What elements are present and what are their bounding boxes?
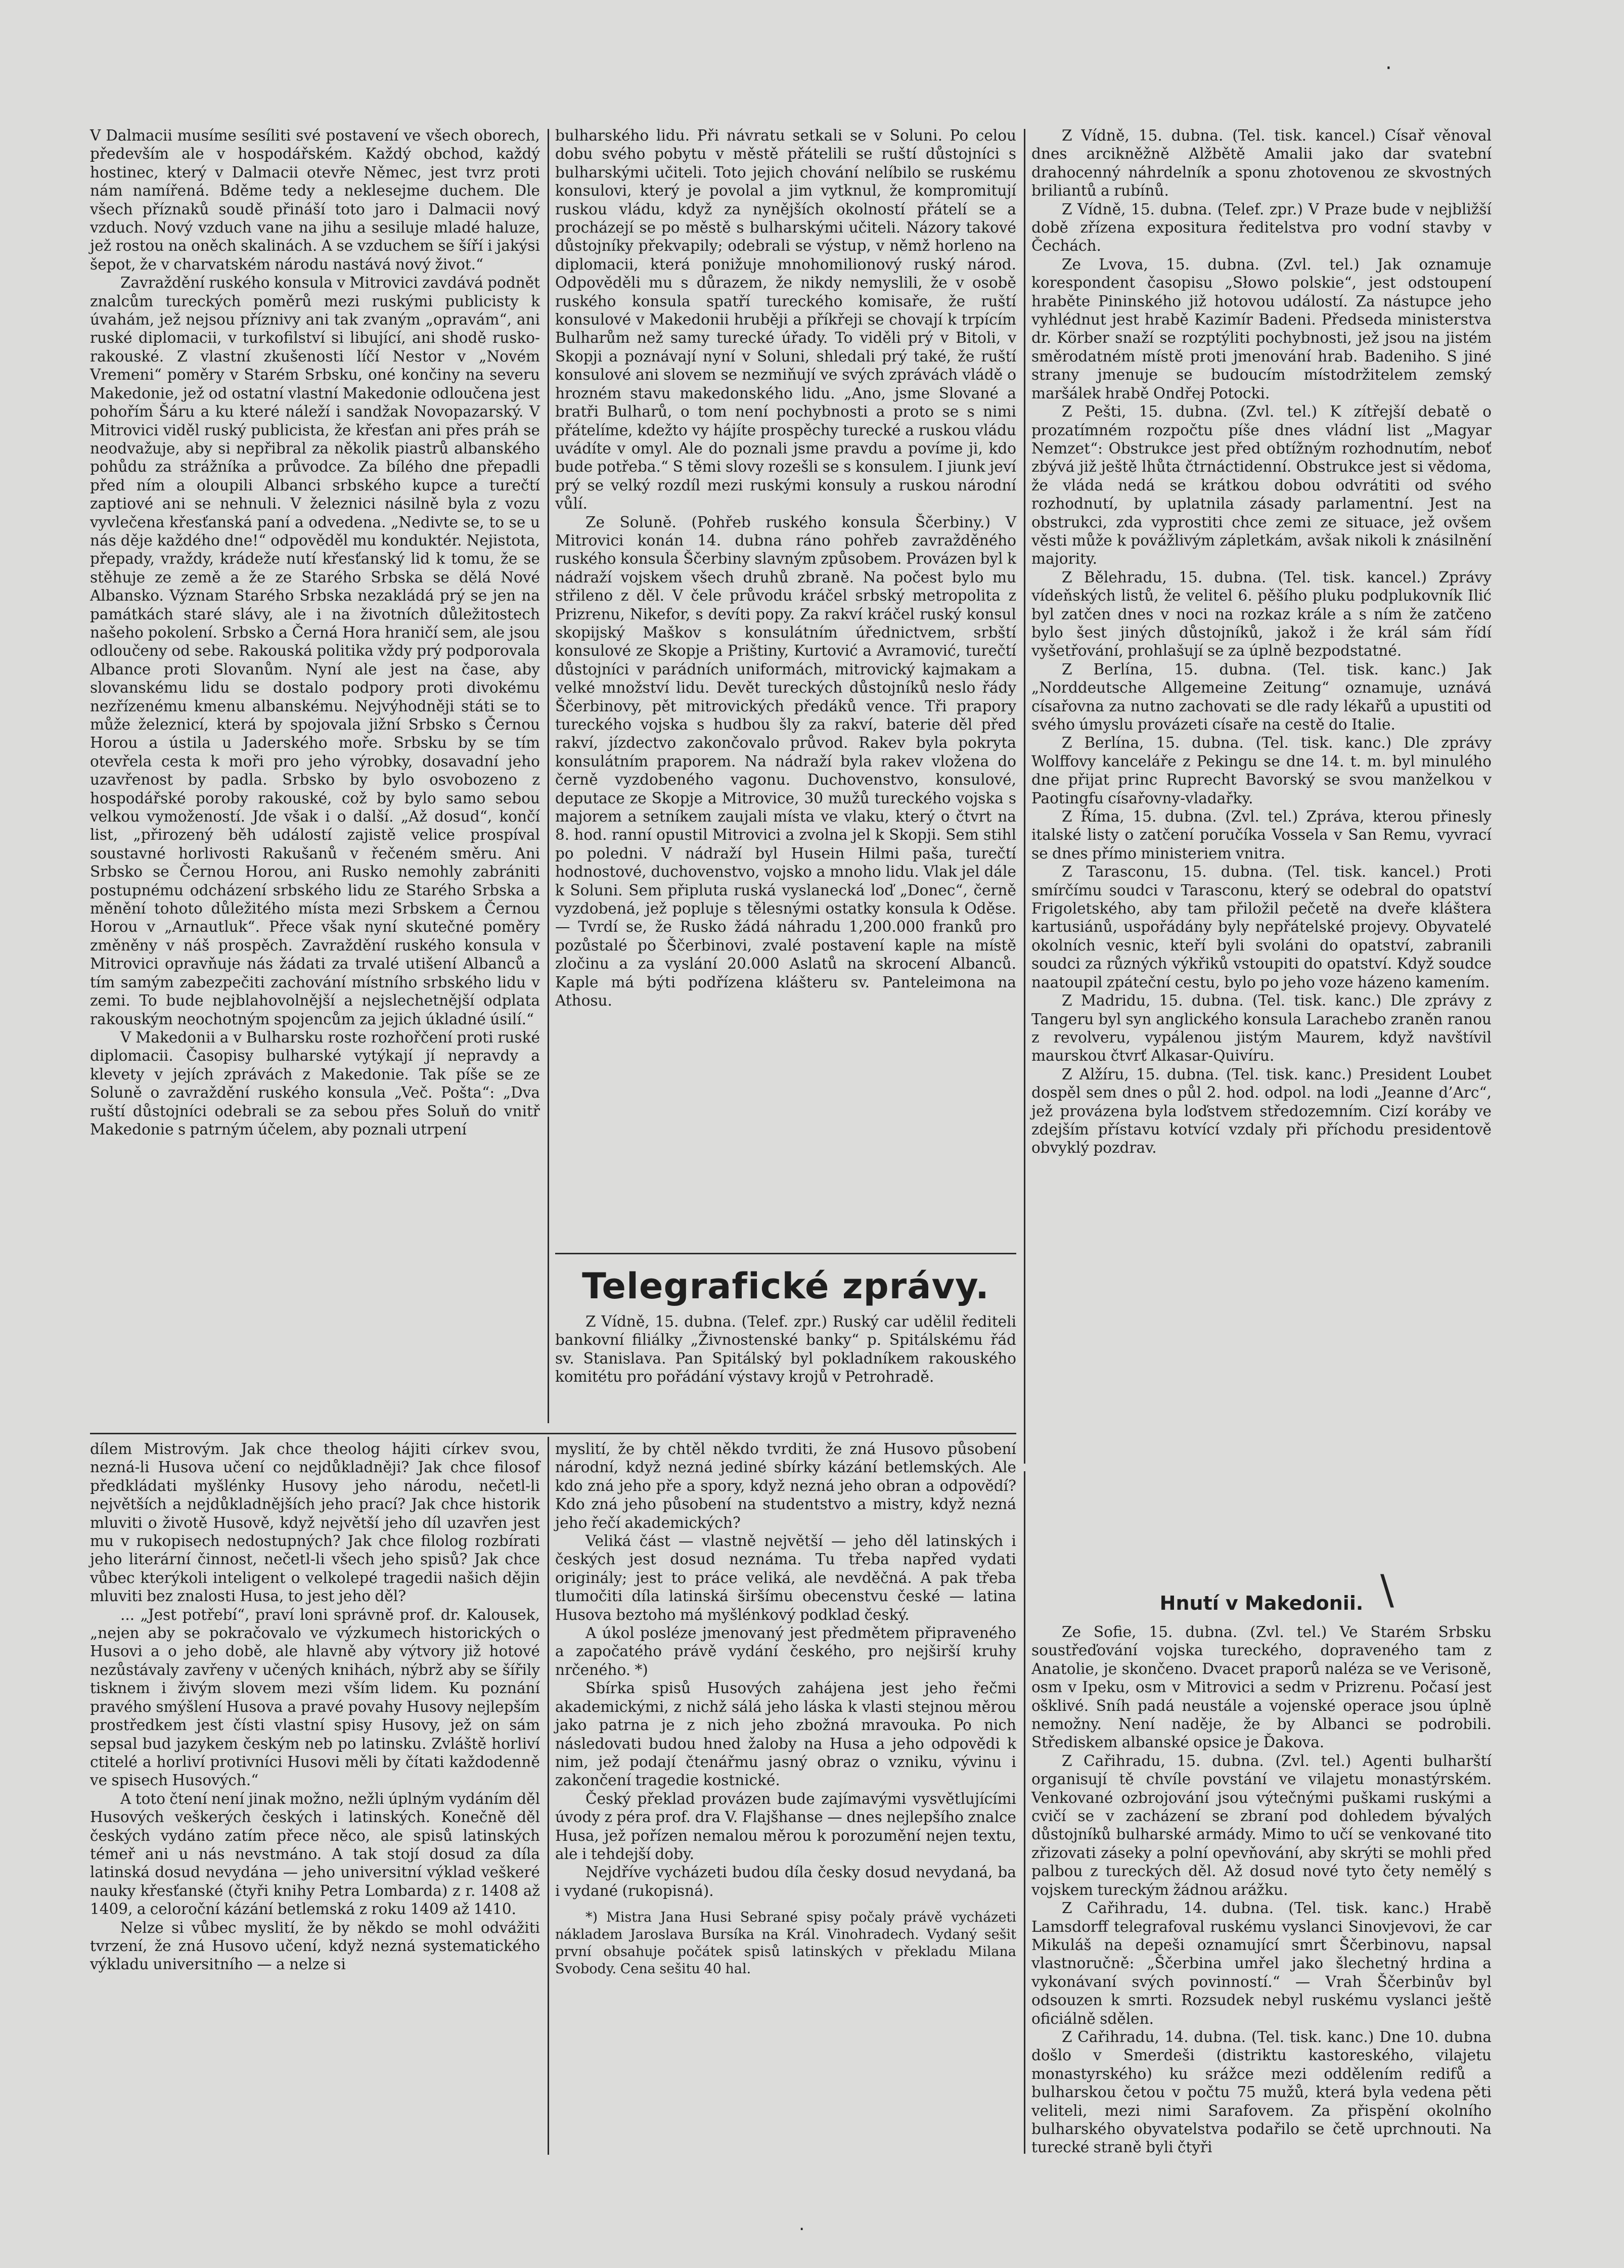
paragraph: Sbírka spisů Husových zahájena jest jeho řečmi akademickými, z nichž sálá jeho láska k vlasti stejnou měrou jako patrna je z nich jeho zbožná mravouka. Po nich následovati budou hned žaloby na Husa a jeho odpovědi k nim, jež podají čtenářmu jasný obraz o vzniku, vývinu i zakončení tragedie kostnické. bbox=[555, 1680, 1016, 1789]
column-2-top bbox=[555, 126, 1016, 1010]
column-rule-3 bbox=[548, 1437, 549, 2155]
bottom-dot: · bbox=[799, 2219, 805, 2240]
paragraph: Z Pešti, 15. dubna. (Zvl. tel.) K zítřejší debatě o prozatímném rozpočtu píše dnes vládní list „Magyar Nemzet“: Obstrukce jest před obtížným rozhodnutím, neboť zbývá již ještě lhůta čtrnáctidenní. Obstrukce jest si vědoma, že vláda nedá se krátkou dobou odvrátiti od svého rozhodnutí, by uplatnila zásady parlamentní. Jest na obstrukci, zda vyprostiti chce zemi ze situace, jež ovšem věsti může k povážlivým zápletkám, avšak nikoli k znásilnění majority. bbox=[1031, 403, 1492, 568]
column-rule-4 bbox=[1024, 1471, 1025, 2154]
paragraph: Nejdříve vycházeti budou díla česky dosud nevydaná, ba i vydané (rukopisná). bbox=[555, 1864, 1016, 1899]
paragraph: Zavraždění ruského konsula v Mitrovici zavdává podnět znalcům tureckých poměrů mezi ruskými publicisty k úvahám, jež nejsou příznivy ani tak zvaným „opravám“, ani ruské diplomacii, v turkofilství si libující, ani shodě rusko-rakouské. Z vlastní zkušenosti líčí Nestor v „Novém Vremeni“ poměry v Starém Srbsku, oné končiny na severu Makedonie, jež od ostatní vlastní Makedonie odloučena jest pohořím Šáru a ku které náleží i sandžak Novopazarský. V Mitrovici viděl ruský publicista, že křesťan ani přes práh se neodvažuje, aby si nepřibral za několik piastrů albanského pohůdu za strážníka a průvodce. Za bílého dne přepadli před ním a oloupili Albanci srbského kupce a turečtí zaptiové ani se nehnuli. V železnici násilně byla z vozu vyvlečena křesťanská paní a odvedena. „Nedivte se, to se u nás děje každého dne!“ odpověděl mu konduktér. Nejistota, přepady, vraždy, krádeže nutí křesťanský lid k tomu, že se stěhuje ze země a že ze Starého Srbska se dělá Nové Albansko. Význam Starého Srbska nezakládá prý se jen na památkách staré slávy, ale i na životních důležitostech našeho pokolení. Srbsko a Černá Hora hraničí sem, ale jsou odloučeny od sebe. Rakouská politika vždy prý podporovala Albance proti Slovanům. Nyní ale jest na čase, aby slovanskému lidu se dostalo podpory proti divokému nezřízenému kmenu albanskému. Nejvýhodněji státi se to může železnicí, která by spojovala jižní Srbsko s Černou Horou a ústila u Jaderského moře. Srbsku by se tím otevřela cesta k moři pro jeho výrobky, dosavadní jeho uzavřenost by padla. Srbsko by bylo osvobozeno z hospodářské poroby rakouské, což by bylo samo sebou velkou vymožeností. Jde však i o další. „Až dosud“, končí list, „přirozený běh událostí zajistě velice prospíval soustavné horlivosti Rakušanů v řečeném směru. Ani Srbsko se Černou Horou, ani Rusko nemohly zabrániti postupnému odcházení srbského lidu ze Starého Srbska a měnění tohoto důležitého místa mezi Srbskem a Černou Horou v „Arnautluk“. Přece však nyní skutečné poměry změněny v náš prospěch. Zavraždění ruského konsula v Mitrovici opravňuje nás žádati za trvalé utišení Albanců a tím samým zabezpečiti zachování místního srbského lidu v zemi. To bude nejblahovolnější a nejslechetnější odplata rakouským neochotným spojencům za jejich úkladné úsilí.“ bbox=[90, 274, 540, 1028]
column-2-bottom bbox=[555, 1440, 1016, 1978]
paragraph: myslití, že by chtěl někdo tvrditi, že zná Husovo působení národní, když nezná jediné sbírky kázání betlemských. Ale kdo zná jeho pře a spory, když nezná jeho obran a odpovědí? Kdo zná jeho působení na studentstvo a mistry, když nezná jeho řečí akademických? bbox=[555, 1440, 1016, 1531]
paragraph: A toto čtení není jinak možno, nežli úplným vydáním děl Husových veškerých českých i latinských. Konečně děl českých vydáno zatím přece něco, ale spisů latinských témeř ani u nás nevstmáno. A tak stojí dosud za díla latinská dosud nevydána — jeho universitní výklad veškeré nauky křesťanské (čtyři knihy Petra Lombarda) z r. 1408 až 1409, a celoroční kázání betlemská z roku 1409 až 1410. bbox=[90, 1790, 540, 1918]
page-corner-dot: · bbox=[1385, 57, 1392, 80]
column-2-telegraph bbox=[555, 1312, 1016, 1386]
column-rule-2 bbox=[1024, 129, 1025, 1464]
paragraph: Ze Soluně. (Pohřeb ruského konsula Ščerbiny.) V Mitrovici konán 14. dubna ráno pohřeb zavražděného ruského konsula Ščerbiny slavným způsobem. Provázen byl k nádraží vojskem všech druhů zbraně. Na počest bylo mu střileno z děl. V čele průvodu kráčel srbský metropolita z Prizrenu, Nikefor, s devíti popy. Za rakví kráčel ruský konsul skopijský Maškov s konsulátním úřednictvem, srbští konsulové ze Skopje a Prištiny, Kurtović a Avramović, turečtí důstojníci v parádních uniformách, mitrovický kajmakam a velké množství lidu. Devět tureckých důstojníků neslo řády Ščerbinovy, pět mitrovických předáků vence. Tři prapory tureckého vojska s hudbou šly za rakví, baterie děl před rakví, jízdectvo zakončovalo průvod. Rakev byla pokryta konsulátním praporem. Na nádraží byla rakev vložena do černě vyzdobeného vagonu. Duchovenstvo, konsulové, deputace ze Skopje a Mitrovice, 30 mužů tureckého vojska s majorem a setníkem zaujali místa ve vlaku, který o čtvrt na 8. hod. ranní opustil Mitrovici a zvolna jel k Skopji. Sem stihl po poledni. V nádraží byl Husein Hilmi paša, turečtí hodnostové, duchovenstvo, vojsko a mnoho lidu. Vlak jel dále k Soluni. Sem připluta ruská vyslanecká loď „Donec“, černě vyzdobená, jež popluje s tělesnými ostatky konsula k Oděse. — Tvrdí se, že Rusko žádá náhradu 1,200.000 franků pro pozůstalé po Ščerbinovi, zvalé postavení kaple na místě zločinu a za vyslání 20.000 Aslatů na skrocení Albanců. Kaple má býti podřízena klášteru sv. Panteleimona na Athosu. bbox=[555, 513, 1016, 1010]
paragraph: Nelze si vůbec myslití, že by někdo se mohl odvážiti tvrzení, že zná Husovo učení, když nezná systematického výkladu universitního — a nelze si bbox=[90, 1919, 540, 1973]
paragraph: Ze Sofie, 15. dubna. (Zvl. tel.) Ve Starém Srbsku soustřeďování vojska tureckého, dopraveného tam z Anatolie, je skončeno. Dvacet praporů naléza se ve Verisoně, osm v Ipeku, osm v Mitrovici a sedm v Prizrenu. Počasí jest ošklivé. Sníh padá neustále a vojenské operace jsou úplně nemožny. Není naděje, že by Albanci se podrobili. Střediskem albanské opsice je Ďakova. bbox=[1031, 1623, 1492, 1751]
headline-rule-top bbox=[555, 1253, 1016, 1254]
paragraph: bulharského lidu. Při návratu setkali se v Soluni. Po celou dobu svého pobytu v městě přátelili se ruští důstojníci s bulharskými učiteli. Toto jejich chování nelíbilo se ruskému konsulovi, který je povolal a jim vytknul, že kompromitují ruskou vládu, když za nynějších okolností přátelí se a procházejí se po městě s bulharskými učiteli. Názory takové důstojníky překvapily; odebrali se výstup, v němž horleno na diplomacii, která ponižuje mnohomilionový ruský národ. Odpověděli mu s důrazem, že nikdy nemyslili, že v osobě ruského konsula spatří tureckého komisaře, že ruští konsulové v Makedonii hruběji a příkřeji se chovají k trpícím Bulharům než samy turecké úřady. To viděli prý v Bitoli, v Skopji a poznávají nyní v Soluni, shledali prý také, že ruští konsulové ani slovem se nezmiňují ve svých zprávách vládě o hrozném stavu makedonského lidu. „Ano, jsme Slované a bratři Bulharů, o tom není pochybnosti a proto se s nimi přátelíme, kdežto vy hájíte prospěchy turecké a ruskou vládu uvádíte v omyl. Ale do poznali jsme pravdu a povíme ji, kdo bude potřeba.“ S těmi slovy rozešli se s konsulem. I jiunk jeví prý se velký rozdíl mezi ruskými konsuly a ruskou národní vůlí. bbox=[555, 127, 1016, 513]
paragraph: V Dalmacii musíme sesíliti své postavení ve všech oborech, především ale v hospodářském. Každý obchod, každý hostinec, který v Dalmacii otevře Němec, jest tvrz proti nám namířená. Bděme tedy a neklesejme duchem. Dle všech příznaků soudě přináší toto jaro i Dalmacii nový vzduch. Nový vzduch vane na jihu a sesiluje mladé haluze, jež rostou na oněch skalinách. A se vzduchem se šíří i jakýsi šepot, že v charvatském národu nastává nový život.“ bbox=[90, 127, 540, 273]
handwritten-mark: \ bbox=[1380, 1566, 1394, 1613]
headline-telegraph: Telegrafické zprávy. bbox=[582, 1265, 989, 1307]
paragraph: V Makedonii a v Bulharsku roste rozhořčení proti ruské diplomacii. Časopisy bulharské vytýkají jí nepravdy a klevety v jejích zprávách z Makedonie. Tak píše se ze Soluně o zavraždění ruského konsula „Več. Pošta“: „Dva ruští důstojníci odebrali se za sebou přes Soluň do vnitř Makedonie s patrným účelem, aby poznali utrpení bbox=[90, 1028, 540, 1138]
paragraph: Z Bělehradu, 15. dubna. (Tel. tisk. kancel.) Zprávy vídeňských listů, že velitel 6. pěšího pluku podplukovník Ilić byl zatčen dnes v noci na rozkaz krále a s ním že zatčeno bylo šest jiných důstojníků, jakož i že král sám řídí vyšetřování, prohlašují se za úplně bezpodstatné. bbox=[1031, 568, 1492, 660]
headline-macedonia: Hnutí v Makedonii. bbox=[1159, 1592, 1364, 1614]
paragraph: Z Tarasconu, 15. dubna. (Tel. tisk. kancel.) Proti smírčímu soudci v Tarasconu, který se odebral do opatství Frigoletského, aby tam přiložil pečetě na dveře kláštera kartusiánů, uspořádány byly nepřátelské projevy. Obyvatelé okolních vesnic, kteří byli svoláni do opatství, zabranili soudci za různých výkřiků vstoupiti do opatství. Když soudce naatoupil zpáteční cestu, bylo po jeho voze házeno kamením. bbox=[1031, 863, 1492, 991]
column-1-bottom bbox=[90, 1440, 540, 1974]
paragraph: Z Madridu, 15. dubna. (Tel. tisk. kanc.) Dle zprávy z Tangeru byl syn anglického konsula Larachebo zraněn ranou z revolveru, vypálenou jistým Maurem, když navštívil maurskou čtvrť Alkasar-Quivíru. bbox=[1031, 992, 1492, 1065]
paragraph: Z Cařihradu, 14. dubna. (Tel. tisk. kanc.) Dne 10. dubna došlo v Smerdeši (distriktu kastoreského, vilajetu monastyrského) ku srážce mezi oddělením redifů a bulharskou četou v počtu 75 mužů, která byla vedena pěti veliteli, mezi nimi Sarafovem. Za přispění okolního bulharského obyvatelstva podařilo se četě uprchnouti. Na turecké straně byli čtyři bbox=[1031, 2028, 1492, 2156]
paragraph: Český překlad provázen bude zajímavými vysvětlujícími úvody z péra prof. dra V. Flajšhanse — dnes nejlepšího znalce Husa, jež pořízen nemalou měrou k porozumění nejen textu, ale i tehdejší doby. bbox=[555, 1790, 1016, 1863]
column-1-top bbox=[90, 126, 540, 1139]
paragraph: Ze Lvova, 15. dubna. (Zvl. tel.) Jak oznamuje korespondent časopisu „Słowo polskie“, jest odstoupení hraběte Pininského již hotovou událostí. Za nástupce jeho vyhlédnut jest hrabě Kazimír Badeni. Předseda ministerstva dr. Körber snaží se rozptýliti pochybnosti, jež jsou na jistém směrodatném místě proti jmenování hrab. Badeniho. S jiné strany jmenuje se budoucím místodržitelem zemský maršálek hrabě Ondřej Potocki. bbox=[1031, 255, 1492, 402]
horizontal-rule bbox=[90, 1433, 1016, 1434]
paragraph: Z Alžíru, 15. dubna. (Tel. tisk. kanc.) President Loubet dospěl sem dnes o půl 2. hod. odpol. na lodi „Jeanne d’Arc“, jež provázena byla loďstvem středozemním. Cizí koráby ve zdejším přístavu kotvící vzdaly při příchodu presidentově obvyklý pozdrav. bbox=[1031, 1065, 1492, 1157]
footnote: *) Mistra Jana Husi Sebrané spisy počaly právě vycházeti nákladem Jaroslava Bursíka na Král. Vinohradech. Vydaný sešit první obsahuje počátek spisů latinských v překladu Milana Svobody. Cena sešitu 40 hal. bbox=[555, 1910, 1016, 1977]
paragraph: Z Vídně, 15. dubna. (Tel. tisk. kancel.) Císař věnoval dnes arcikněžně Alžbětě Amalii jako dar svatební drahocenný náhrdelník a sponu zhotovenou ze skvostných briliantů a rubínů. bbox=[1031, 127, 1492, 200]
paragraph: Z Cařihradu, 15. dubna. (Zvl. tel.) Agenti bulharští organisují tě chvíle povstání ve vilajetu monastýrském. Venkované ozbrojování jsou výtečnými puškami ruskými a cvičí se v zacházení se zbraní pod dohledem bývalých důstojníků bulharské armády. Mimo to učí se venkované tito zřizovati záseky a polní opevňování, aby skrýti se mohli před palbou z tureckých děl. Až dosud nové tyto čety nemělý s vojskem tureckým žádnou arážku. bbox=[1031, 1752, 1492, 1898]
column-3-top bbox=[1031, 126, 1492, 1157]
paragraph: dílem Mistrovým. Jak chce theolog hájiti církev svou, nezná-li Husova učení co nejdůkladněji? Jak chce filosof předkládati myšlénky Husovy jeho národu, nečetl-li největších a nejdůkladnějších jeho prací? Jak chce historik mluviti o životě Husově, když největší jeho díl uzavřen jest mu v rukopisech nedostupných? Jak chce filolog rozbírati jeho literární činnost, nečetl-li všech jeho spisů? Jak chce vůbec kterýkoli inteligent o velkolepé tragedii našich dějin mluviti bez znalosti Husa, to jest jeho děl? bbox=[90, 1440, 540, 1605]
column-rule-1 bbox=[548, 129, 549, 1423]
paragraph: Veliká část — vlastně největší — jeho děl latinských i českých jest dosud neznáma. Tu třeba napřed vydati originály; jest to práce veliká, ale nevděčná. A pak třeba tlumočiti díla latinská širšímu obecenstvu české — latina Husova beztoho má myšlénkový podklad český. bbox=[555, 1532, 1016, 1623]
paragraph: Z Říma, 15. dubna. (Zvl. tel.) Zpráva, kterou přinesly italské listy o zatčení poručíka Vossela v San Remu, vyvrací se dnes přímo ministeriem vnitra. bbox=[1031, 808, 1492, 862]
paragraph: Z Vídně, 15. dubna. (Telef. zpr.) V Praze bude v nejbližší době zřízena expositura ředitelstva pro vodní stavby v Čechách. bbox=[1031, 200, 1492, 255]
paragraph: A úkol posléze jmenovaný jest předmětem připraveného a započatého právě vydání českého, pro nejširší kruhy nrčeného. *) bbox=[555, 1624, 1016, 1679]
paragraph: ... „Jest potřebí“, praví loni správně prof. dr. Kalousek, „nejen aby se pokračovalo ve výzkumech historických o Husovi a o jeho době, ale hlavně aby výtvory již hotové nezůstávaly zavřeny v učených knihách, nýbrž aby se šířily tisknem i živým slovem mezi vším lidem. Ku poznání pravého smýšlení Husova a pravé povahy Husovy nejlepším prostředkem jest čísti vlastní spisy Husovy, jež on sám sepsal bud jazykem českým neb po latinsku. Zvláště horliví ctitelé a horliví protivníci Husovi měli by čítati každodenně ve spisech Husových.“ bbox=[90, 1606, 540, 1789]
paragraph: Z Berlína, 15. dubna. (Tel. tisk. kanc.) Dle zprávy Wolffovy kanceláře z Pekingu se dne 14. t. m. byl minulého dne přijat princ Ruprecht Bavorský se svou manželkou v Paotingfu císařovny-vladařky. bbox=[1031, 734, 1492, 807]
paragraph: Z Cařihradu, 14. dubna. (Tel. tisk. kanc.) Hrabě Lamsdorff telegrafoval ruskému vyslanci Sinovjevovi, že car Mikuláš na depeši oznamující smrt Ščerbinovu, napsal vlastnoručně: „Ščerbina umřel jako šlechetný hrdina a vykonávaní svých povinností.“ — Vrah Ščerbinův byl odsouzen k smrti. Rozsudek nebyl ruskému vyslanci ještě oficiálně sdělen. bbox=[1031, 1899, 1492, 2027]
column-3-bottom bbox=[1031, 1623, 1492, 2157]
paragraph: Z Vídně, 15. dubna. (Telef. zpr.) Ruský car udělil řediteli bankovní filiálky „Živnostenské banky“ p. Spitálskému řád sv. Stanislava. Pan Spitálský byl pokladníkem rakouského komitétu pro pořádání výstavy krojů v Petrohradě. bbox=[555, 1313, 1016, 1386]
paragraph: Z Berlína, 15. dubna. (Tel. tisk. kanc.) Jak „Norddeutsche Allgemeine Zeitung“ oznamuje, uznává císařovna za nutno zachovati se dle rady lékařů a upustiti od svého úmyslu provázeti císaře na cestě do Italie. bbox=[1031, 660, 1492, 733]
